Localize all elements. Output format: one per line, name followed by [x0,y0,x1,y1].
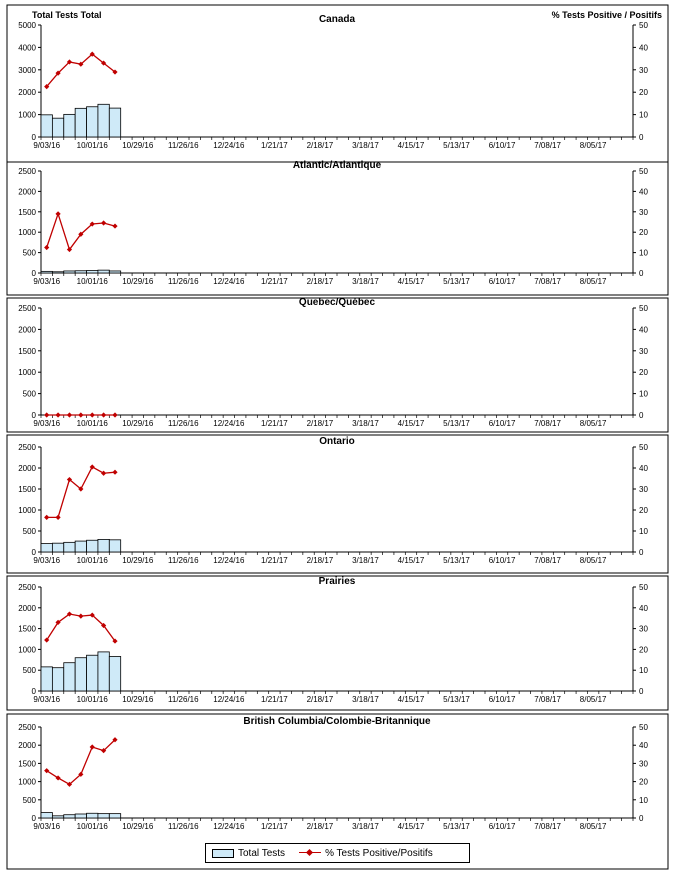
bar-total-tests [109,271,120,273]
left-tick-label: 0 [31,269,36,278]
left-tick-label: 1500 [18,207,36,217]
legend-item-total-tests [212,848,285,859]
point-pct-positive [55,515,60,520]
x-tick-label: 9/03/16 [33,822,61,831]
x-tick-label: 11/26/16 [168,556,199,565]
x-tick-label: 5/13/17 [443,419,470,428]
bar-total-tests [64,815,75,818]
x-tick-label: 1/21/17 [261,822,288,831]
x-tick-label: 7/08/17 [534,556,561,565]
chart-title: British Columbia/Colombie-Britannique [243,716,431,727]
x-tick-label: 12/24/16 [213,695,245,704]
x-tick-label: 1/21/17 [261,419,288,428]
x-tick-label: 6/10/17 [488,277,516,286]
bar-total-tests [52,272,63,273]
left-tick-label: 3000 [18,65,36,75]
x-tick-label: 6/10/17 [488,556,516,565]
right-tick-label: 30 [639,65,648,75]
chart-panel-3 [7,297,668,432]
point-pct-positive [112,412,117,417]
right-tick-label: 0 [639,687,644,696]
left-tick-label: 0 [31,548,36,557]
x-tick-label: 10/01/16 [76,556,108,565]
panel-frame [7,162,668,295]
right-tick-label: 0 [639,814,644,823]
right-tick-label: 20 [639,506,648,515]
point-pct-positive [44,515,49,520]
left-tick-label: 2000 [18,741,36,751]
right-tick-label: 50 [639,443,648,452]
bar-total-tests [75,658,86,691]
right-tick-label: 30 [639,207,648,217]
x-tick-label: 4/15/17 [397,419,425,428]
point-pct-positive [90,412,95,417]
chart-title: Canada [318,14,356,25]
x-tick-label: 5/13/17 [443,141,470,150]
left-tick-label: 2000 [18,603,36,613]
x-tick-label: 11/26/16 [168,277,199,286]
left-tick-label: 1500 [18,624,36,634]
bar-total-tests [41,271,52,273]
line-pct-positive [47,54,115,86]
x-tick-label: 10/29/16 [122,419,154,428]
x-tick-label: 8/05/17 [579,822,607,831]
x-tick-label: 11/26/16 [168,822,199,831]
x-tick-label: 3/18/17 [352,822,379,831]
x-tick-label: 10/29/16 [122,141,154,150]
bar-total-tests [64,271,75,273]
x-tick-label: 3/18/17 [352,695,379,704]
legend-bar-swatch [212,849,234,858]
x-tick-label: 10/01/16 [76,695,108,704]
left-tick-label: 2500 [18,583,36,592]
x-tick-label: 2/18/17 [306,822,334,831]
x-tick-label: 2/18/17 [306,141,334,150]
right-tick-label: 20 [639,228,648,238]
chart-title: Ontario [319,436,355,447]
right-tick-label: 20 [639,88,648,98]
right-tick-label: 20 [639,368,648,378]
legend-line-label: % Tests Positive/Positifs [325,847,433,859]
right-tick-label: 10 [639,795,648,805]
x-tick-label: 11/26/16 [168,141,199,150]
right-tick-label: 10 [639,389,648,399]
right-tick-label: 50 [639,21,648,30]
right-tick-label: 40 [639,325,648,335]
bar-total-tests [98,652,109,691]
left-tick-label: 2000 [18,325,36,335]
left-tick-label: 2000 [18,464,36,473]
point-pct-positive [101,412,106,417]
x-tick-label: 8/05/17 [579,419,607,428]
bar-total-tests [98,539,109,552]
x-tick-label: 12/24/16 [213,141,245,150]
x-tick-label: 10/29/16 [122,695,154,704]
bar-total-tests [109,656,120,691]
x-tick-label: 4/15/17 [397,695,425,704]
right-tick-label: 0 [639,411,644,420]
left-tick-label: 1000 [18,645,36,655]
bar-total-tests [52,118,63,137]
left-tick-label: 1500 [18,346,36,356]
x-tick-label: 8/05/17 [579,141,607,150]
chart-panel-2 [7,160,668,295]
left-tick-label: 2500 [18,304,36,313]
bar-total-tests [87,107,98,137]
bar-total-tests [41,544,52,552]
x-tick-label: 5/13/17 [443,695,470,704]
x-tick-label: 7/08/17 [534,419,561,428]
panel-frame [7,5,668,162]
x-tick-label: 10/01/16 [76,141,108,150]
bar-total-tests [75,108,86,137]
bar-total-tests [52,543,63,552]
x-tick-label: 7/08/17 [534,277,561,286]
bar-total-tests [75,541,86,552]
x-tick-label: 8/05/17 [579,556,607,565]
point-pct-positive [78,614,83,619]
point-pct-positive [90,744,95,749]
x-tick-label: 9/03/16 [33,695,61,704]
x-tick-label: 6/10/17 [488,822,516,831]
right-tick-label: 50 [639,304,648,313]
x-tick-label: 12/24/16 [213,556,245,565]
x-tick-label: 7/08/17 [534,141,561,150]
left-tick-label: 1000 [18,368,36,378]
x-tick-label: 12/24/16 [213,419,245,428]
x-tick-label: 9/03/16 [33,419,61,428]
bar-total-tests [64,114,75,137]
right-tick-label: 0 [639,269,644,278]
x-tick-label: 1/21/17 [261,277,288,286]
x-tick-label: 3/18/17 [352,141,379,150]
point-pct-positive [101,220,106,225]
left-tick-label: 0 [31,814,36,823]
x-tick-label: 2/18/17 [306,695,334,704]
left-tick-label: 2000 [18,187,36,197]
x-tick-label: 3/18/17 [352,277,379,286]
x-tick-label: 7/08/17 [534,822,561,831]
right-tick-label: 50 [639,583,648,592]
left-tick-label: 500 [22,795,36,805]
bar-total-tests [52,816,63,818]
bar-total-tests [87,813,98,818]
bar-total-tests [64,542,75,552]
x-tick-label: 9/03/16 [33,277,61,286]
left-tick-label: 500 [22,666,36,676]
left-tick-label: 4000 [18,43,36,53]
right-tick-label: 20 [639,777,648,787]
legend-line-swatch [299,849,321,857]
chart-title: Prairies [318,576,356,587]
x-tick-label: 4/15/17 [397,141,425,150]
bar-total-tests [87,655,98,691]
x-tick-label: 6/10/17 [488,141,516,150]
right-tick-label: 40 [639,603,648,613]
x-tick-label: 10/01/16 [76,822,108,831]
x-tick-label: 2/18/17 [306,419,334,428]
x-tick-label: 12/24/16 [213,277,245,286]
x-tick-label: 1/21/17 [261,141,288,150]
chart-title: Quebec/Québec [298,297,376,308]
point-pct-positive [44,245,49,250]
point-pct-positive [44,412,49,417]
chart-panel-4 [7,435,668,573]
left-tick-label: 1000 [18,110,36,120]
right-tick-label: 10 [639,527,648,536]
x-tick-label: 11/26/16 [168,695,199,704]
right-tick-label: 40 [639,464,648,473]
bar-total-tests [98,104,109,137]
right-tick-label: 50 [639,167,648,176]
right-tick-label: 40 [639,187,648,197]
left-tick-label: 1000 [18,228,36,238]
bar-total-tests [41,813,52,818]
legend-bar-label: Total Tests [238,847,286,859]
left-tick-label: 2500 [18,723,36,732]
x-tick-label: 5/13/17 [443,556,470,565]
x-tick-label: 3/18/17 [352,419,379,428]
x-tick-label: 10/29/16 [122,277,154,286]
left-tick-label: 2500 [18,443,36,452]
left-tick-label: 1000 [18,777,36,787]
right-tick-label: 40 [639,43,648,53]
right-tick-label: 30 [639,759,648,769]
left-tick-label: 0 [31,411,36,420]
bar-total-tests [41,115,52,137]
point-pct-positive [78,412,83,417]
x-tick-label: 7/08/17 [534,695,561,704]
x-tick-label: 4/15/17 [397,277,425,286]
x-tick-label: 4/15/17 [397,556,425,565]
bar-total-tests [98,270,109,273]
bar-total-tests [75,271,86,273]
right-tick-label: 10 [639,110,648,120]
left-tick-label: 1500 [18,485,36,494]
left-tick-label: 0 [31,133,36,142]
point-pct-positive [112,223,117,228]
bar-total-tests [52,668,63,691]
left-tick-label: 5000 [18,21,36,30]
x-tick-label: 12/24/16 [213,822,245,831]
x-tick-label: 1/21/17 [261,556,288,565]
right-tick-label: 30 [639,485,648,494]
x-tick-label: 2/18/17 [306,556,334,565]
right-tick-label: 10 [639,248,648,258]
legend [205,843,470,863]
point-pct-positive [101,471,106,476]
right-tick-label: 0 [639,133,644,142]
left-tick-label: 1500 [18,759,36,769]
x-tick-label: 1/21/17 [261,695,288,704]
chart-panel-1 [7,5,668,162]
right-tick-label: 50 [639,723,648,732]
x-tick-label: 3/18/17 [352,556,379,565]
right-tick-label: 20 [639,645,648,655]
x-tick-label: 8/05/17 [579,695,607,704]
left-tick-label: 1000 [18,506,36,515]
x-tick-label: 9/03/16 [33,141,61,150]
bar-total-tests [87,540,98,552]
bar-total-tests [109,540,120,552]
right-tick-label: 0 [639,548,644,557]
x-tick-label: 11/26/16 [168,419,199,428]
point-pct-positive [112,470,117,475]
x-tick-label: 10/01/16 [76,277,108,286]
point-pct-positive [90,464,95,469]
point-pct-positive [67,412,72,417]
left-tick-label: 500 [22,248,36,258]
legend-item-pct-positive [299,848,433,859]
right-tick-label: 40 [639,741,648,751]
x-tick-label: 9/03/16 [33,556,61,565]
x-tick-label: 10/01/16 [76,419,108,428]
chart-panel-5 [7,576,668,710]
x-tick-label: 8/05/17 [579,277,607,286]
x-tick-label: 10/29/16 [122,822,154,831]
bar-total-tests [87,271,98,273]
left-tick-label: 0 [31,687,36,696]
bar-total-tests [64,663,75,691]
x-tick-label: 4/15/17 [397,822,425,831]
chart-title: Atlantic/Atlantique [292,160,382,171]
x-tick-label: 5/13/17 [443,822,470,831]
panel-frame [7,298,668,432]
left-tick-label: 2500 [18,167,36,176]
left-axis-header: Total Tests Total [32,10,102,20]
right-axis-header: % Tests Positive / Positifs [551,10,662,20]
bar-total-tests [75,814,86,818]
point-pct-positive [55,412,60,417]
x-tick-label: 6/10/17 [488,419,516,428]
bar-total-tests [41,667,52,691]
x-tick-label: 2/18/17 [306,277,334,286]
x-tick-label: 6/10/17 [488,695,516,704]
bar-total-tests [98,814,109,818]
bar-total-tests [109,108,120,137]
x-tick-label: 10/29/16 [122,556,154,565]
x-tick-label: 5/13/17 [443,277,470,286]
left-tick-label: 500 [22,389,36,399]
bar-total-tests [109,814,120,818]
left-tick-label: 500 [22,527,36,536]
point-pct-positive [55,211,60,216]
left-tick-label: 2000 [18,88,36,98]
right-tick-label: 10 [639,666,648,676]
right-tick-label: 30 [639,346,648,356]
right-tick-label: 30 [639,624,648,634]
